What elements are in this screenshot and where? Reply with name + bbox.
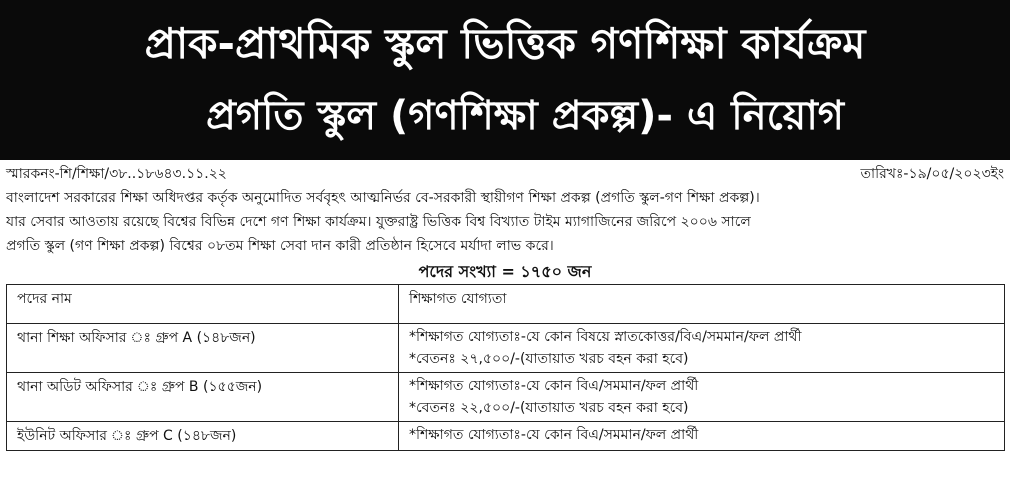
qualification-text: *শিক্ষাগত যোগ্যতাঃ-যে কোন বিষয়ে স্নাতকোত্তর/বিএ/সমমান/ফল প্রার্থী <box>409 329 802 345</box>
post-name-cell: থানা শিক্ষা অফিসার ঃ গ্রুপ A (১৪৮জন) <box>7 324 399 373</box>
qualification-cell <box>399 324 1005 373</box>
intro-line-2: যার সেবার আওতায় রয়েছে বিশ্বের বিভিন্ন দেশে গণ শিক্ষা কার্যক্রম। যুক্তরাষ্ট্র ভিত্তিক বিশ্ব বিখ্যাত টাইম ম্যাগাজিনের জরিপে ২০০৬ সালে <box>6 214 751 230</box>
reference-date-row <box>0 160 1010 184</box>
qualification-cell <box>399 422 1005 451</box>
salary-text: *বেতনঃ ২২,৫০০/-(যাতায়াত খরচ বহন করা হবে) <box>409 400 689 416</box>
post-name-cell: ইউনিট অফিসার ঃ গ্রুপ C (১৪৮জন) <box>7 422 399 451</box>
posts-table <box>6 284 1005 451</box>
table-header-row <box>7 285 1005 324</box>
header-post-name: পদের নাম <box>7 285 399 324</box>
post-count-heading: পদের সংখ্যা = ১৭৫০ জন <box>418 262 592 281</box>
banner-title-line-1: প্রাক-প্রাথমিক স্কুল ভিত্তিক গণশিক্ষা কার্যক্রম <box>144 19 866 68</box>
notice-date: তারিখঃ-১৯/০৫/২০২৩ইং <box>860 166 1004 182</box>
header-qualification: শিক্ষাগত যোগ্যতা <box>399 285 1005 324</box>
qualification-text: *শিক্ষাগত যোগ্যতাঃ-যে কোন বিএ/সমমান/ফল প্রার্থী <box>409 378 699 394</box>
reference-number: স্মারকনং-শি/শিক্ষা/৩৮..১৮৬৪৩.১১.২২ <box>6 166 227 182</box>
intro-line-1: বাংলাদেশ সরকারের শিক্ষা অধিদপ্তর কর্তৃক অনুমোদিত সর্ববৃহৎ আত্মনির্ভর বে-সরকারী স্থায়ীগণ শিক্ষা প্রকল্প (প্রগতি স্কুল-গণ শিক্ষা প্রকল্প)। <box>6 190 760 206</box>
qualification-text: *শিক্ষাগত যোগ্যতাঃ-যে কোন বিএ/সমমান/ফল প্রার্থী <box>409 427 699 443</box>
salary-text: *বেতনঃ ২৭,৫০০/-(যাতায়াত খরচ বহন করা হবে) <box>409 351 689 367</box>
qualification-cell <box>399 373 1005 422</box>
intro-line-3: প্রগতি স্কুল (গণ শিক্ষা প্রকল্প) বিশ্বের ০৮তম শিক্ষা সেবা দান কারী প্রতিষ্ঠান হিসেবে মর্যাদা লাভ করে। <box>6 238 554 254</box>
title-banner <box>0 0 1010 160</box>
table-row <box>7 324 1005 373</box>
banner-title-line-2: প্রগতি স্কুল (গণশিক্ষা প্রকল্প)- এ নিয়োগ <box>205 93 845 139</box>
table-row <box>7 422 1005 451</box>
table-row <box>7 373 1005 422</box>
intro-paragraph <box>0 184 1010 258</box>
post-name-cell: থানা অডিট অফিসার ঃ গ্রুপ B (১৫৫জন) <box>7 373 399 422</box>
